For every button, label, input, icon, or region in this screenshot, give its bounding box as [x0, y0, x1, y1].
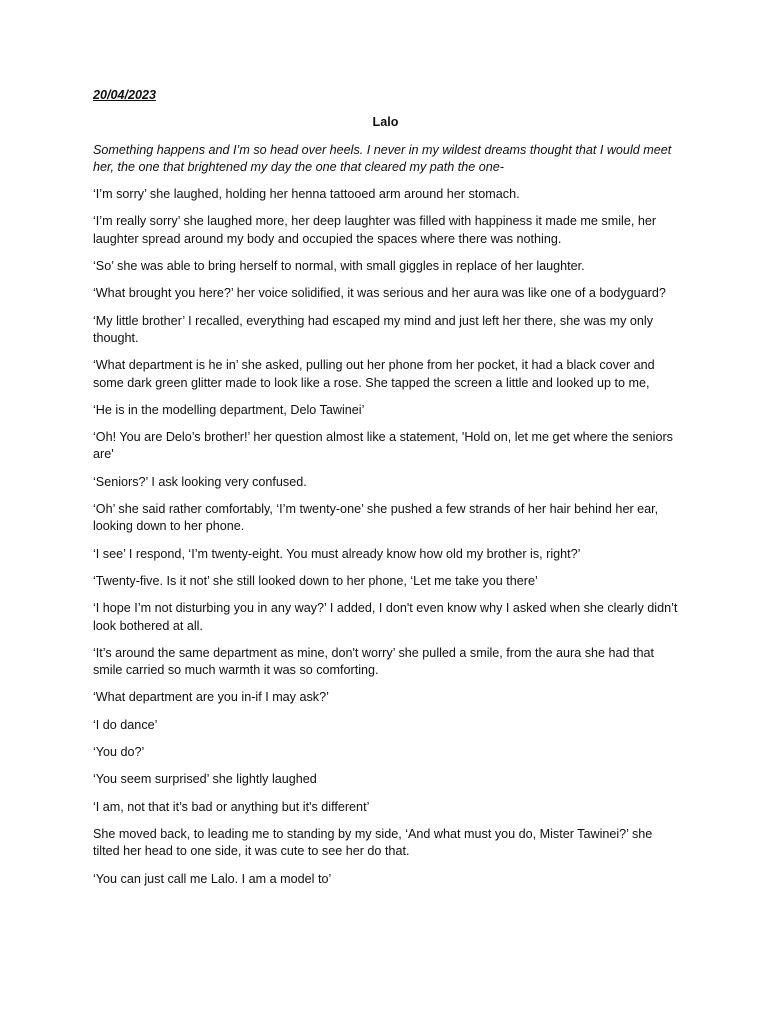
paragraph: ‘Seniors?’ I ask looking very confused. — [93, 474, 307, 489]
paragraph: ‘It’s around the same department as mine, don't worry’ she pulled a smile, from the aura she had that smile carried so much warmth it was so comforting. — [93, 645, 655, 678]
paragraph: ‘I do dance’ — [93, 717, 158, 732]
paragraph: ‘So’ she was able to bring herself to normal, with small giggles in replace of her laughter. — [93, 259, 585, 274]
paragraph: ‘You can just call me Lalo. I am a model to’ — [93, 871, 332, 886]
document-title: Lalo — [372, 115, 399, 130]
paragraph: ‘You seem surprised’ she lightly laughed — [93, 772, 317, 787]
document-date: 20/04/2023 — [93, 88, 157, 102]
paragraph: ‘Oh’ she said rather comfortably, ‘I’m twenty-one’ she pushed a few strands of her hair behind her ear, looking down to her phone. — [93, 502, 659, 534]
paragraph: ‘Twenty-five. Is it not’ she still looked down to her phone, ‘Let me take you there’ — [93, 573, 538, 588]
paragraph: She moved back, to leading me to standing by my side, ‘And what must you do, Mister Tawinei?’ she tilted her head to one side, it was cute to see her do that. — [93, 826, 653, 859]
paragraph: ‘What department are you in-if I may ask?’ — [93, 690, 329, 705]
paragraph: ‘I hope I’m not disturbing you in any way?’ I added, I don't even know why I asked when she clearly didn’t look bothered at all. — [93, 601, 678, 633]
paragraph: ‘Oh! You are Delo’s brother!’ her question almost like a statement, 'Hold on, let me get where the seniors are' — [93, 430, 673, 462]
intro-paragraph: Something happens and I’m so head over heels. I never in my wildest dreams thought that I would meet her, the one that brightened my day the one that cleared my path the one- — [93, 142, 672, 174]
document-page — [93, 87, 678, 898]
paragraph: ‘I’m sorry’ she laughed, holding her henna tattooed arm around her stomach. — [93, 187, 520, 202]
paragraph: ‘What department is he in’ she asked, pulling out her phone from her pocket, it had a black cover and some dark green glitter made to look like a rose. She tapped the screen a little and looked up to me, — [93, 358, 655, 390]
paragraph: ‘What brought you here?’ her voice solidified, it was serious and her aura was like one of a bodyguard? — [93, 286, 666, 301]
paragraph: ‘My little brother’ I recalled, everything had escaped my mind and just left her there, she was my only thought. — [93, 313, 653, 345]
paragraph: ‘I am, not that it’s bad or anything but it's different’ — [93, 799, 370, 814]
paragraph: ‘I see’ I respond, ‘I’m twenty-eight. You must already know how old my brother is, right?’ — [93, 546, 581, 561]
paragraph: ‘I’m really sorry’ she laughed more, her deep laughter was filled with happiness it made me smile, her laughter spread around my body and occupied the spaces where there was nothing. — [93, 214, 657, 246]
paragraph: ‘You do?’ — [93, 745, 145, 760]
paragraph: ‘He is in the modelling department, Delo Tawinei’ — [93, 402, 365, 417]
